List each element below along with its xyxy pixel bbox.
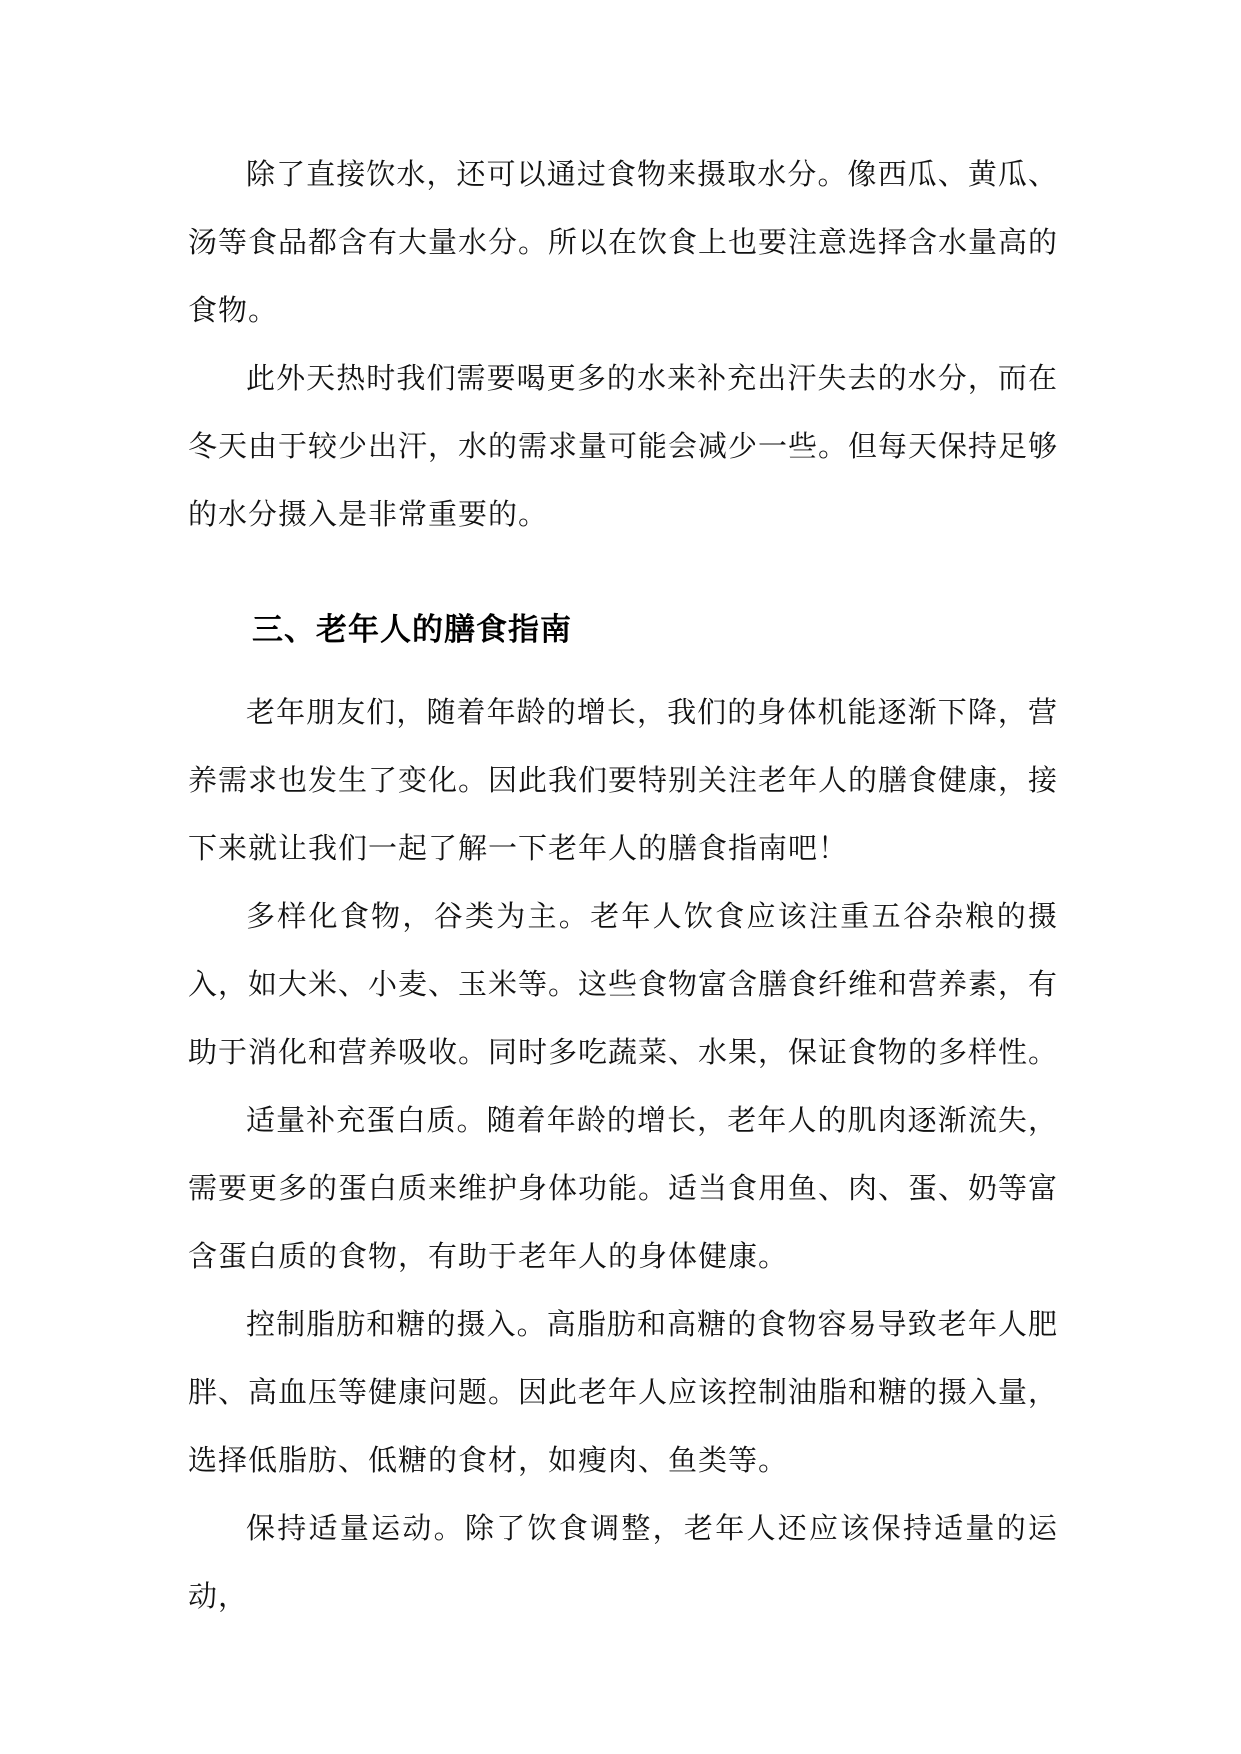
spacer [188, 664, 1058, 678]
paragraph-seasonal-water-needs: 此外天热时我们需要喝更多的水来补充出汗失去的水分，而在冬天由于较少出汗，水的需求量可能会减少一些。但每天保持足够的水分摄入是非常重要的。 [188, 361, 1059, 531]
paragraph-exercise: 保持适量运动。除了饮食调整，老年人还应该保持适量的运动， [188, 1511, 1058, 1613]
paragraph-protein: 适量补充蛋白质。随着年龄的增长，老年人的肌肉逐渐流失，需要更多的蛋白质来维护身体功能。适当食用鱼、肉、蛋、奶等富含蛋白质的食物，有助于老年人的身体健康。 [188, 1103, 1059, 1273]
paragraph-fat-sugar: 控制脂肪和糖的摄入。高脂肪和高糖的食物容易导致老年人肥胖、高血压等健康问题。因此老年人应该控制油脂和糖的摄入量，选择低脂肪、低糖的食材，如瘦肉、鱼类等。 [188, 1307, 1059, 1477]
document-body [188, 140, 1058, 1630]
spacer [188, 548, 1058, 596]
paragraph-diverse-foods: 多样化食物，谷类为主。老年人饮食应该注重五谷杂粮的摄入，如大米、小麦、玉米等。这些食物富含膳食纤维和营养素，有助于消化和营养吸收。同时多吃蔬菜、水果，保证食物的多样性。 [188, 899, 1059, 1069]
section-heading: 三、老年人的膳食指南 [252, 612, 572, 648]
paragraph-intro-elderly-diet: 老年朋友们，随着年龄的增长，我们的身体机能逐渐下降，营养需求也发生了变化。因此我们要特别关注老年人的膳食健康，接下来就让我们一起了解一下老年人的膳食指南吧！ [188, 695, 1059, 865]
paragraph-water-from-food: 除了直接饮水，还可以通过食物来摄取水分。像西瓜、黄瓜、汤等食品都含有大量水分。所以在饮食上也要注意选择含水量高的食物。 [188, 157, 1059, 327]
